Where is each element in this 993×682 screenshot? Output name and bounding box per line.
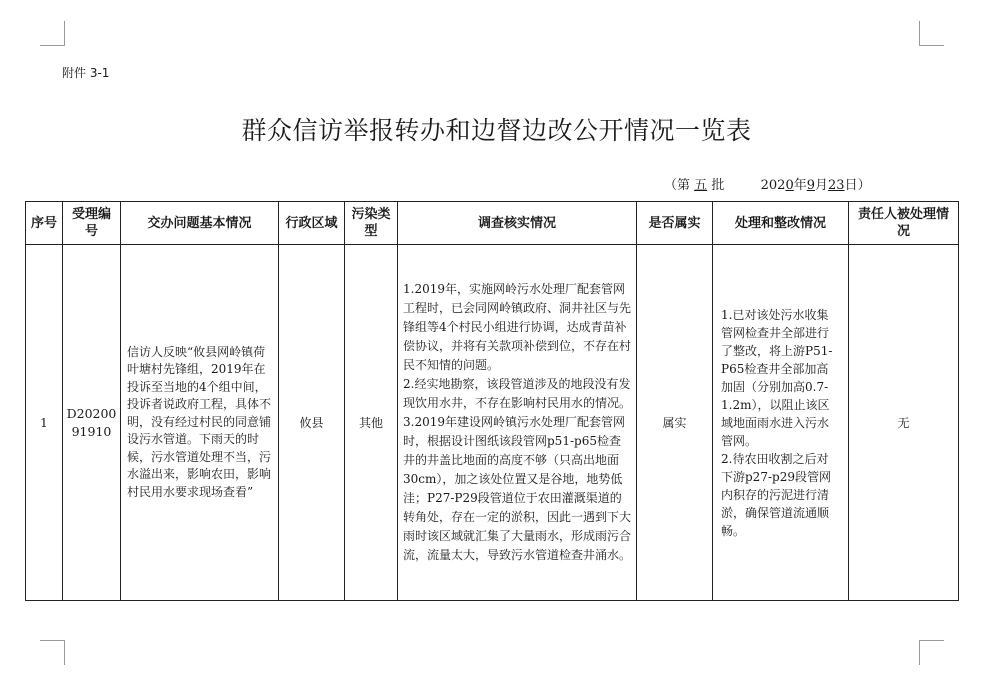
- date-year-prefix: 202: [760, 178, 786, 193]
- crop-mark-top-right: [919, 21, 944, 46]
- cell-investigation: [398, 245, 637, 601]
- cell-pollution-type: 其他: [345, 245, 398, 601]
- date-day: 23: [828, 178, 845, 193]
- attachment-label: 附件 3-1: [62, 66, 110, 80]
- batch-number: 五: [694, 178, 708, 193]
- header-pollution-type: 污染类型: [345, 202, 398, 245]
- cell-rectification: [713, 245, 849, 601]
- rectification-paragraph-2: 2.待农田收割之后对下游p27-p29段管网内积存的污泥进行清淤，确保管道流通顺畅。: [721, 451, 831, 538]
- header-is-true: 是否属实: [637, 202, 713, 245]
- investigation-paragraph-1: 1.2019年，实施网岭污水处理厂配套管网工程时，已会同网岭镇政府、洞井社区与先锋组等4个村民小组进行协调，达成青苗补偿协议，并将有关款项补偿到位，不存在村民不知情的问题。: [403, 282, 632, 372]
- date-year-last: 0: [785, 178, 794, 193]
- petition-table: [25, 201, 959, 601]
- rectification-paragraph-1: 1.已对该处污水收集管网检查井全部进行了整改，将上游P51-P65检查井全部加高加固（分别加高0.7-1.2m），以阻止该区域地面雨水进入污水管网。: [721, 307, 833, 448]
- cell-region: 攸县: [279, 245, 345, 601]
- cell-is-true: 属实: [637, 245, 713, 601]
- batch-word: 批: [711, 178, 725, 193]
- date-year-word: 年: [793, 178, 807, 193]
- header-issue: 交办问题基本情况: [121, 202, 279, 245]
- crop-mark-bottom-left: [40, 640, 65, 665]
- header-seq: 序号: [26, 202, 63, 245]
- crop-mark-top-left: [40, 21, 65, 46]
- date-month: 9: [806, 178, 816, 193]
- investigation-paragraph-3: 3.2019年建设网岭镇污水处理厂配套管网时，根据设计图纸该段管网p51-p65检查井的井盖比地面的高度不够（只高出地面30cm），加之该处位置又是谷地，地势低洼；P27-P29段管道位于农田灌溉渠道的转角处，存在一定的淤积，因此一遇到下大雨时该区域就汇集了大量雨水，形成雨污合流，流量太大，导致污水管道检查井涌水。: [403, 415, 632, 562]
- date-month-word: 月: [815, 178, 829, 193]
- crop-mark-bottom-right: [919, 640, 944, 665]
- header-case-id: 受理编号: [63, 202, 121, 245]
- batch-open: （第: [664, 178, 691, 193]
- cell-seq: 1: [26, 245, 63, 601]
- cell-accountability: 无: [849, 245, 959, 601]
- table-row: [26, 245, 959, 601]
- cell-issue: 信访人反映“攸县网岭镇荷叶塘村先锋组，2019年在投诉至当地的4个组中间，投诉者说政府工程，具体不明，没有经过村民的同意铺设污水管道。下雨天的时候，污水管道处理不当，污水溢出来，影响农田，影响村民用水要求现场查看”: [121, 245, 279, 601]
- header-investigation: 调查核实情况: [398, 202, 637, 245]
- page-title: 群众信访举报转办和边督边改公开情况一览表: [241, 116, 752, 145]
- cell-case-id: D2020091910: [63, 245, 121, 601]
- investigation-paragraph-2: 2.经实地勘察，该段管道涉及的地段没有发现饮用水井，不存在影响村民用水的情况。: [403, 377, 632, 410]
- batch-date-line: [664, 174, 871, 193]
- header-accountability: 责任人被处理情况: [849, 202, 959, 245]
- header-region: 行政区域: [279, 202, 345, 245]
- date-close: 日）: [844, 178, 871, 193]
- table-header-row: [26, 202, 959, 245]
- header-rectification: 处理和整改情况: [713, 202, 849, 245]
